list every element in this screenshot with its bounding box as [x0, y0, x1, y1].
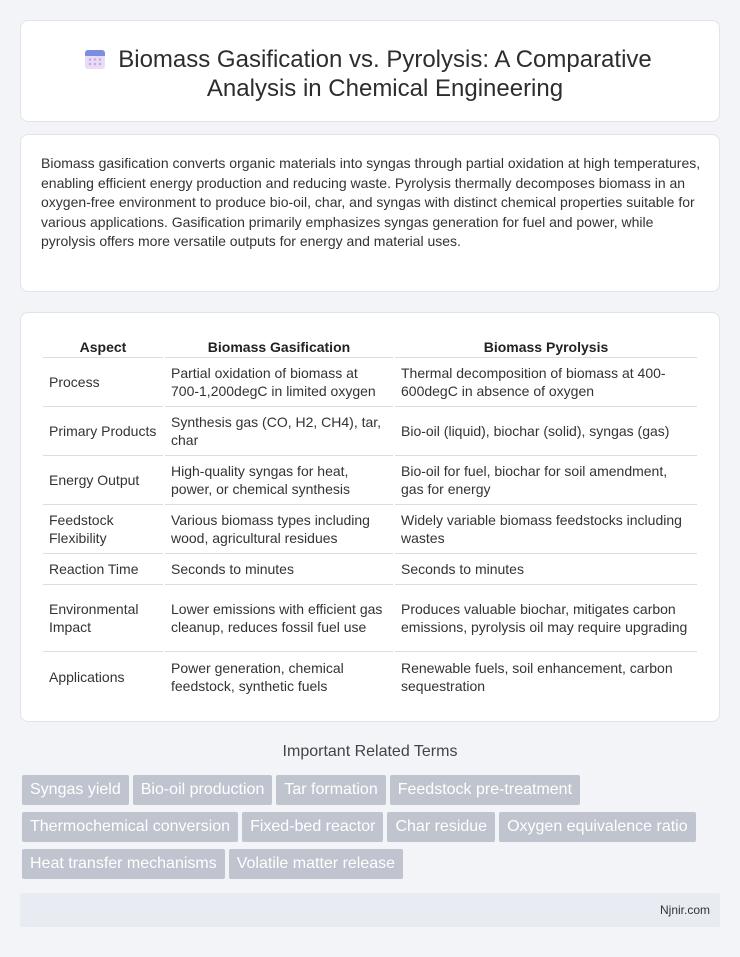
table-cell-pyrolysis: Bio-oil for fuel, biochar for soil amendment, gas for energy [395, 456, 697, 505]
related-terms-heading: Important Related Terms [282, 743, 458, 760]
header-pyrolysis: Biomass Pyrolysis [395, 333, 697, 358]
term-tag[interactable]: Volatile matter release [229, 849, 403, 879]
table-cell-aspect: Feedstock Flexibility [43, 505, 163, 554]
intro-card [20, 134, 720, 292]
table-cell-aspect: Primary Products [43, 407, 163, 456]
term-tag[interactable]: Thermochemical conversion [22, 812, 238, 842]
table-cell-pyrolysis: Seconds to minutes [395, 554, 697, 585]
table-row [43, 505, 697, 554]
header-card [20, 20, 720, 122]
term-tag[interactable]: Heat transfer mechanisms [22, 849, 225, 879]
table-row [43, 585, 697, 652]
footer [20, 893, 720, 927]
table-cell-gasification: Various biomass types including wood, agricultural residues [165, 505, 393, 554]
term-tag[interactable]: Char residue [387, 812, 495, 842]
term-tag[interactable]: Bio-oil production [133, 775, 273, 805]
header-aspect: Aspect [43, 333, 163, 358]
term-tag[interactable]: Oxygen equivalence ratio [499, 812, 696, 842]
table-row [43, 407, 697, 456]
table-row [43, 554, 697, 585]
intro-paragraph: Biomass gasification converts organic materials into syngas through partial oxidation at high temperatures, enabling efficient energy production and reducing waste. Pyrolysis thermally decomposes biomass in an oxygen-free environment to produce bio-oil, char, and syngas with distinct chemical properties suitable for various applications. Gasification primarily emphasizes syngas generation for fuel and power, while pyrolysis offers more versatile outputs for energy and material uses. [41, 155, 701, 250]
footer-site-link[interactable]: Njnir.com [659, 903, 710, 917]
table-cell-gasification: Lower emissions with efficient gas cleanup, reduces fossil fuel use [165, 585, 393, 652]
table-cell-aspect: Reaction Time [43, 554, 163, 585]
table-cell-pyrolysis: Thermal decomposition of biomass at 400-600degC in absence of oxygen [395, 358, 697, 407]
comparison-table-card [20, 312, 720, 722]
term-tag[interactable]: Tar formation [276, 775, 385, 805]
table-cell-aspect: Applications [49, 668, 125, 685]
table-cell-aspect: Energy Output [43, 456, 163, 505]
table-cell-gasification: Partial oxidation of biomass at 700-1,200degC in limited oxygen [165, 358, 393, 407]
table-cell-pyrolysis: Widely variable biomass feedstocks including wastes [395, 505, 697, 554]
page-title: Biomass Gasification vs. Pyrolysis: A Comparative Analysis in Chemical Engineering [118, 46, 652, 102]
table-header-row [43, 333, 697, 358]
table-cell-pyrolysis: Produces valuable biochar, mitigates carbon emissions, pyrolysis oil may require upgrading [395, 585, 697, 652]
table-cell-gasification: Power generation, chemical feedstock, synthetic fuels [171, 659, 344, 694]
table-cell-gasification: Synthesis gas (CO, H2, CH4), tar, char [165, 407, 393, 456]
term-tag[interactable]: Syngas yield [22, 775, 129, 805]
comparison-table [41, 333, 699, 701]
term-tag[interactable]: Fixed-bed reactor [242, 812, 383, 842]
table-cell-pyrolysis: Bio-oil (liquid), biochar (solid), syngas (gas) [395, 407, 697, 456]
table-cell-aspect: Environmental Impact [43, 585, 163, 652]
term-tag[interactable]: Feedstock pre-treatment [390, 775, 580, 805]
table-cell-gasification: High-quality syngas for heat, power, or chemical synthesis [165, 456, 393, 505]
table-row [43, 456, 697, 505]
table-row [43, 652, 697, 701]
table-cell-aspect: Process [43, 358, 163, 407]
table-row [43, 358, 697, 407]
table-cell-pyrolysis: Renewable fuels, soil enhancement, carbon sequestration [401, 659, 673, 694]
header-gasification: Biomass Gasification [165, 333, 393, 358]
table-cell-gasification: Seconds to minutes [165, 554, 393, 585]
related-terms-list [22, 775, 712, 886]
